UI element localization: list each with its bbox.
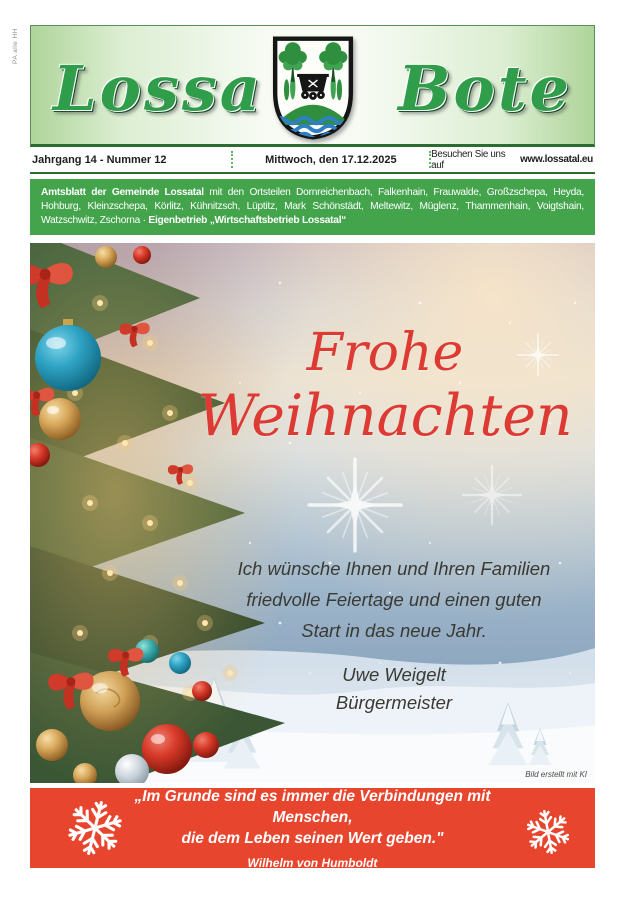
christmas-greeting-image (30, 243, 595, 783)
quote-banner (30, 788, 595, 871)
image-credit: Bild erstellt mit KI (525, 770, 587, 780)
message-line-2: friedvolle Feiertage und einen guten (246, 589, 542, 611)
signature-name: Uwe Weigelt (342, 664, 446, 686)
coat-of-arms-icon (269, 34, 357, 142)
issue-date-label: Mittwoch, den 17.12.2025 (231, 151, 432, 168)
website-note-prefix: Besuchen Sie uns auf (431, 148, 506, 171)
quote-line-2: die dem Leben seinen Wert geben." (181, 830, 444, 848)
edge-distribution-label: PA alle HH (12, 28, 19, 64)
dateline-bar (30, 147, 595, 174)
amtsblatt-eigenbetrieb: Eigenbetrieb „Wirtschaftsbetrieb Lossatal“ (148, 214, 347, 226)
masthead-banner (30, 25, 595, 147)
website-link[interactable]: www.lossatal.eu (520, 154, 593, 165)
snowflake-icon (57, 791, 132, 866)
signature-block (178, 661, 595, 717)
headline-frohe-weihnachten (170, 323, 595, 449)
amtsblatt-title: Amtsblatt der Gemeinde Lossatal (41, 187, 204, 198)
quote-author: Wilhelm von Humboldt (247, 856, 378, 871)
issue-number-label: Jahrgang 14 - Nummer 12 (32, 153, 167, 166)
signature-title: Bürgermeister (335, 692, 453, 714)
message-line-1: Ich wünsche Ihnen und Ihren Familien (237, 558, 551, 580)
snowflake-icon (519, 803, 577, 861)
masthead-title-lossa: Lossa (53, 52, 263, 125)
quote-line-1: „Im Grunde sind es immer die Verbindungen mit Menschen, (134, 788, 491, 827)
website-note (431, 148, 595, 171)
greeting-message (178, 553, 595, 646)
amtsblatt-districts: mit den Ortsteilen Dornreichenbach, Falkenhain, Frauwalde, Großzschepa, Heyda, Hohburg, Kleinzschepa, Körlitz, Kühnitzsch, Lüptitz, Mark Schönstädt, Meltewitz, Müglenz, Thammenhain, Voigtshain, Watzschwitz, Zschorna · (41, 187, 584, 226)
amtsblatt-info-box (30, 179, 595, 235)
headline-line-2: Weihnachten (197, 383, 573, 450)
message-line-3: Start in das neue Jahr. (301, 620, 487, 642)
headline-line-1: Frohe (306, 323, 464, 384)
masthead-title-bote: Bote (398, 52, 572, 125)
